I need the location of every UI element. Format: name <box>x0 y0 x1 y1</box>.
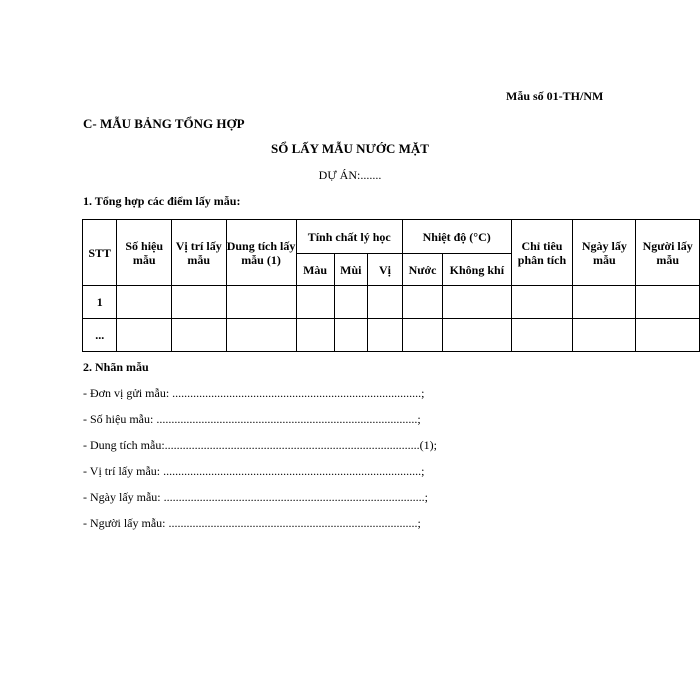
table-cell <box>226 319 296 352</box>
row-stt: ... <box>83 319 117 352</box>
table-cell <box>334 319 367 352</box>
table-cell <box>117 286 172 319</box>
col-odor: Mùi <box>334 254 367 286</box>
table-cell <box>226 286 296 319</box>
table-cell <box>171 319 226 352</box>
document-title-text: SỔ LẤY MẪU NƯỚC MẶT <box>271 141 429 156</box>
table-cell <box>511 319 573 352</box>
summary-heading: 1. Tổng hợp các điểm lấy mẫu: <box>83 194 241 208</box>
project-text: DỰ ÁN:....... <box>318 168 382 182</box>
table-cell <box>296 286 334 319</box>
table-cell <box>368 286 403 319</box>
table-cell <box>511 286 573 319</box>
col-group-physical: Tính chất lý học <box>296 220 402 254</box>
col-air-temp: Không khí <box>443 254 511 286</box>
project-line <box>0 168 700 183</box>
label-line-date: - Ngày lấy mẫu: .......................................................................................; <box>83 490 428 504</box>
table-cell <box>171 286 226 319</box>
table-cell <box>402 319 442 352</box>
label-line-sampler: - Người lấy mẫu: ...................................................................................; <box>83 516 421 530</box>
table-row <box>83 286 700 319</box>
table-cell <box>443 319 511 352</box>
col-color: Màu <box>296 254 334 286</box>
label-line-sender: - Đơn vị gửi mẫu: ...................................................................................; <box>83 386 425 400</box>
col-stt: STT <box>83 220 117 286</box>
label-line-volume: - Dung tích mẫu:.....................................................................................(1); <box>83 438 437 452</box>
summary-table-wrap <box>82 219 700 353</box>
table-cell <box>636 286 700 319</box>
col-taste: Vị <box>368 254 403 286</box>
table-row <box>83 319 700 352</box>
table-cell <box>636 319 700 352</box>
summary-table <box>82 219 700 352</box>
col-sample-number: Số hiệu mẫu <box>117 220 172 286</box>
col-volume: Dung tích lấy mẫu (1) <box>226 220 296 286</box>
table-cell <box>443 286 511 319</box>
table-cell <box>573 319 636 352</box>
section-title: C- MẪU BẢNG TỔNG HỢP <box>83 116 245 131</box>
label-heading: 2. Nhãn mẫu <box>83 360 149 374</box>
form-number: Mẫu số 01-TH/NM <box>506 89 604 103</box>
document-title <box>0 141 700 157</box>
table-cell <box>334 286 367 319</box>
table-cell <box>368 319 403 352</box>
table-cell <box>402 286 442 319</box>
col-water-temp: Nước <box>402 254 442 286</box>
table-cell <box>117 319 172 352</box>
col-group-temperature: Nhiệt độ (°C) <box>402 220 511 254</box>
col-analysis-criteria: Chỉ tiêu phân tích <box>511 220 573 286</box>
table-cell <box>296 319 334 352</box>
label-line-sample-number: - Số hiệu mẫu: .......................................................................................; <box>83 412 421 426</box>
label-line-location: - Vị trí lấy mẫu: ......................................................................................; <box>83 464 425 478</box>
table-cell <box>573 286 636 319</box>
col-sampler: Người lấy mẫu <box>636 220 700 286</box>
col-sample-location: Vị trí lấy mẫu <box>171 220 226 286</box>
row-stt: 1 <box>83 286 117 319</box>
col-sampling-date: Ngày lấy mẫu <box>573 220 636 286</box>
